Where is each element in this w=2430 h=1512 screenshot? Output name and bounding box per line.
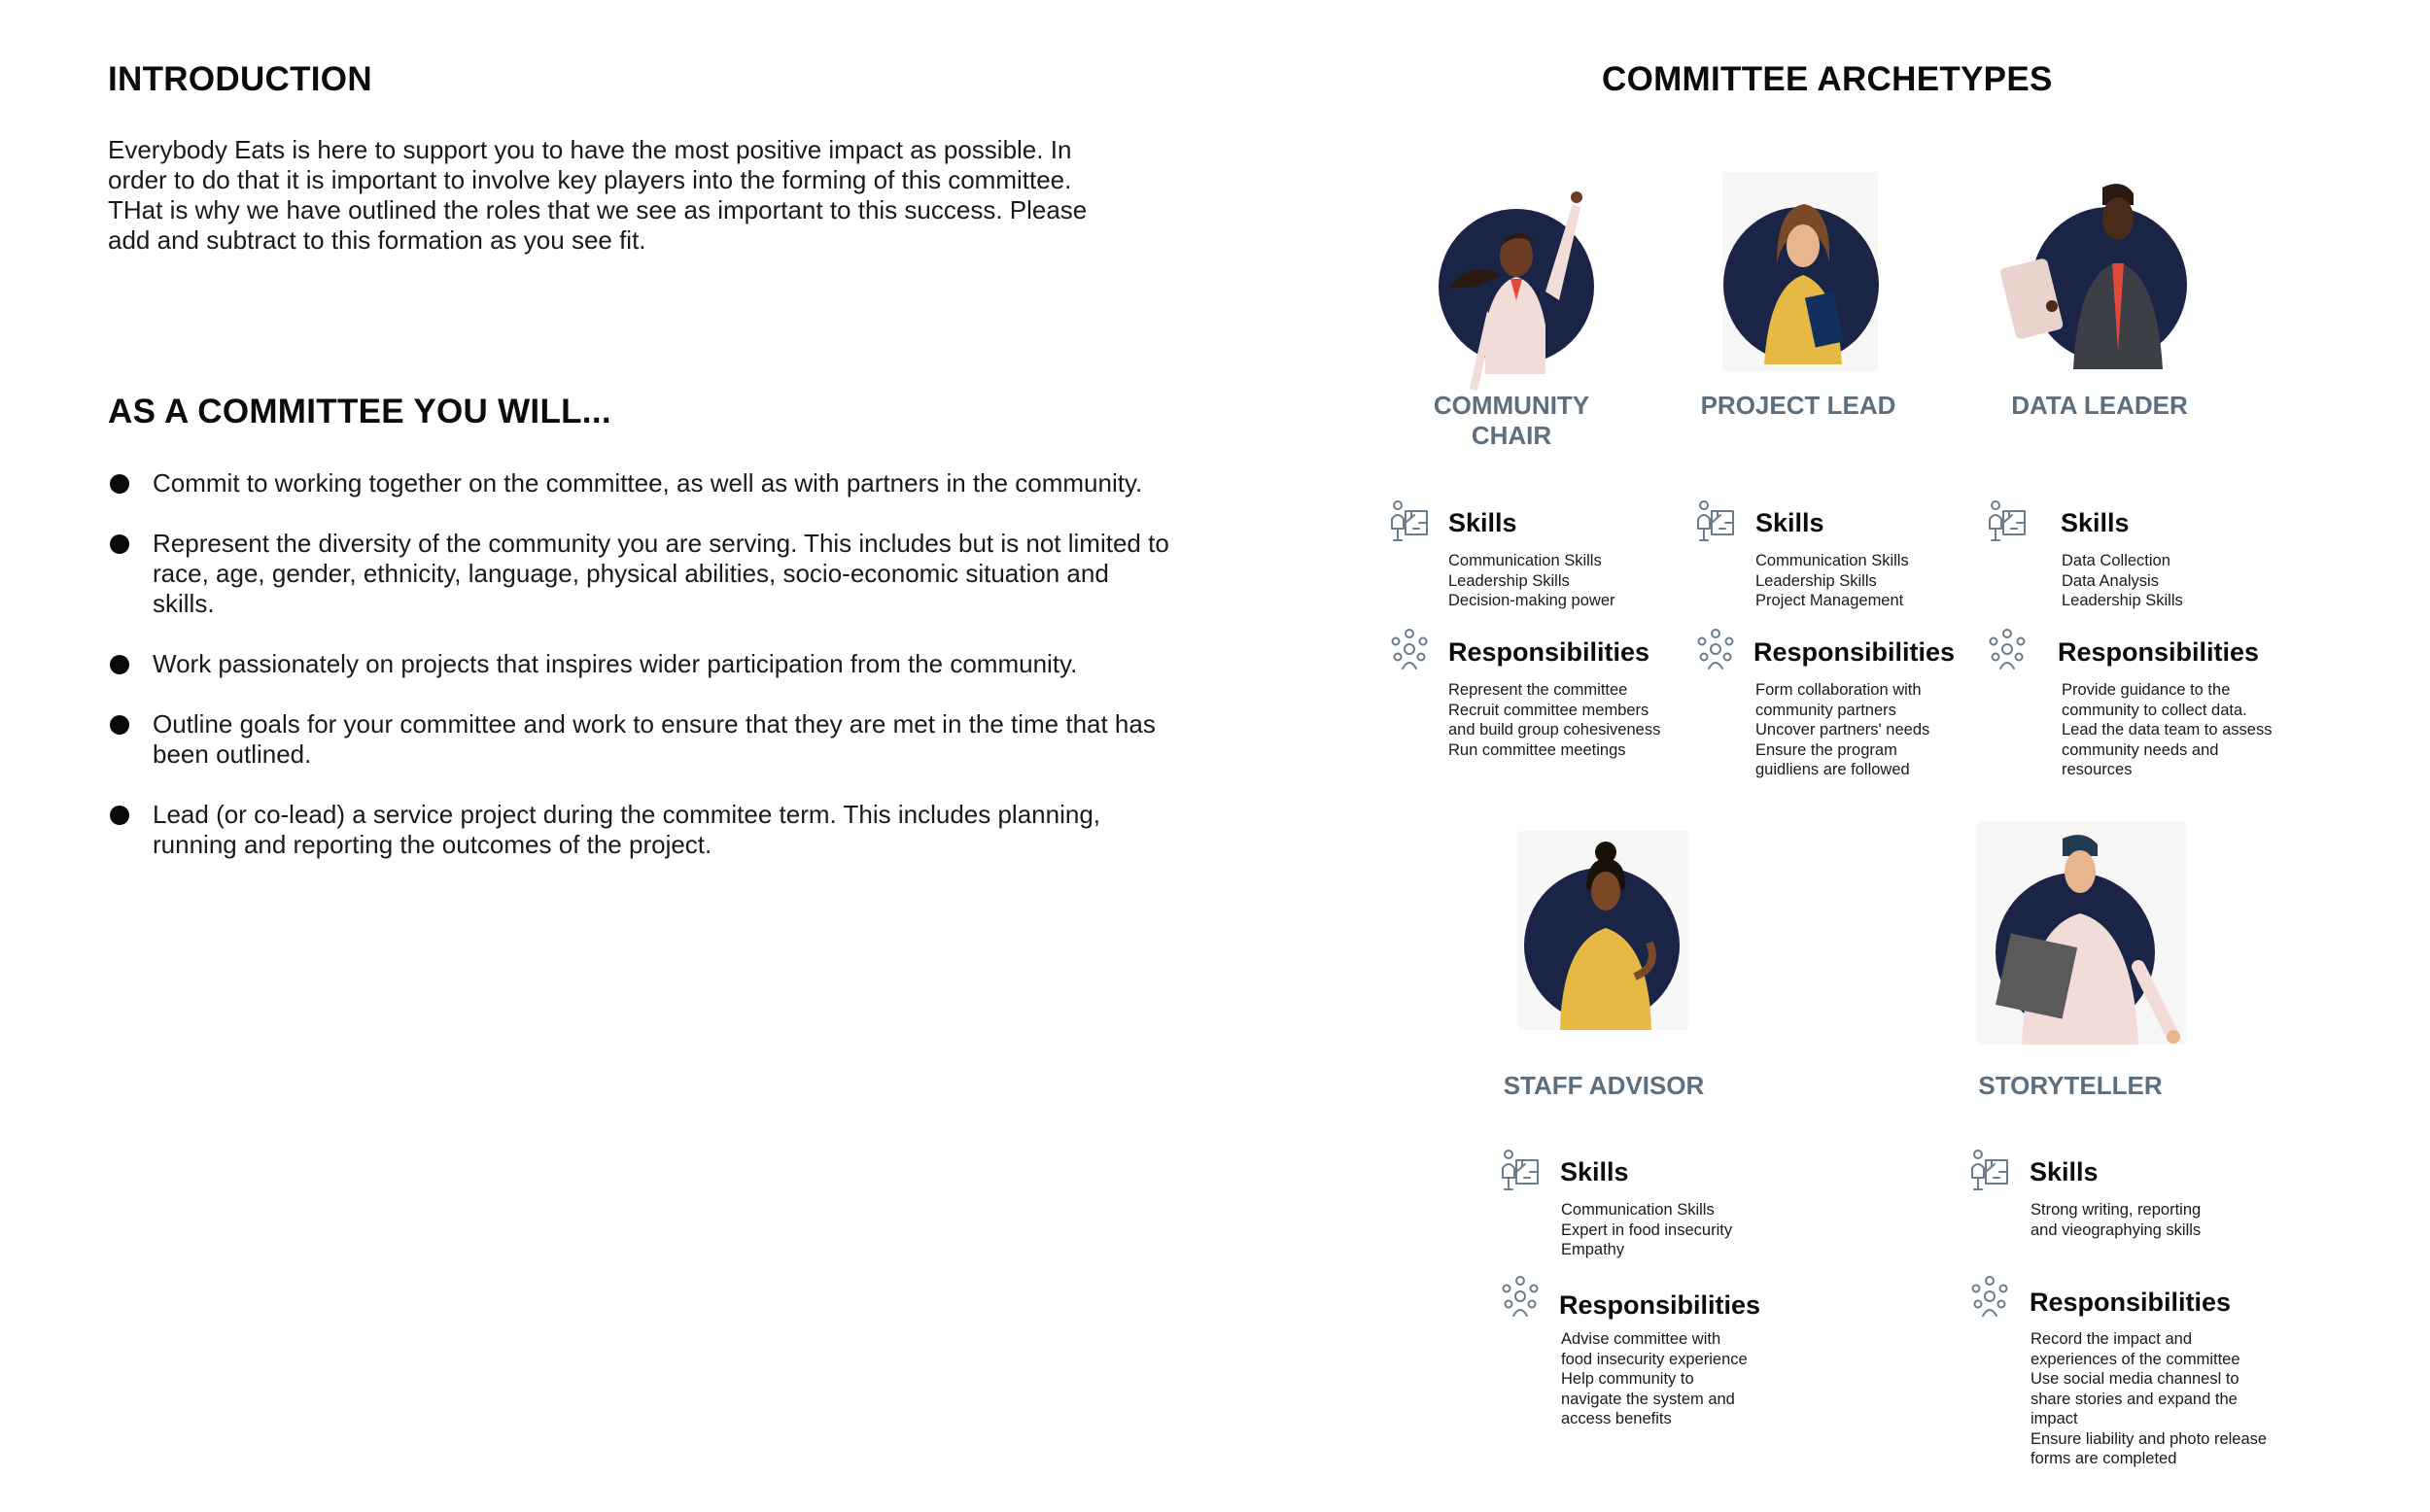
list-item bbox=[108, 709, 1173, 770]
committee-list bbox=[108, 468, 1173, 890]
responsibilities-text: Form collaboration with community partners Uncover partners' needs Ensure the program guidliens are followed bbox=[1755, 681, 1930, 778]
bullet-icon bbox=[110, 715, 129, 735]
intro-heading: INTRODUCTION bbox=[108, 60, 372, 98]
committee-heading: AS A COMMITTEE YOU WILL... bbox=[108, 393, 611, 430]
storyteller-illustration bbox=[1973, 821, 2236, 1054]
list-item-text: Outline goals for your committee and work to ensure that they are met in the time that has been outlined. bbox=[153, 709, 1156, 769]
bullet-icon bbox=[110, 534, 129, 554]
bullet-icon bbox=[110, 806, 129, 825]
responsibilities-label: Responsibilities bbox=[1753, 637, 1956, 667]
bullet-icon bbox=[110, 474, 129, 494]
responsibilities-icon bbox=[1968, 1275, 2011, 1320]
role-title: DATA LEADER bbox=[2011, 391, 2188, 420]
skills-label: Skills bbox=[1560, 1157, 1629, 1186]
skills-icon bbox=[1388, 499, 1431, 544]
skills-label: Skills bbox=[1448, 508, 1517, 537]
responsibilities-icon bbox=[1986, 628, 2029, 672]
list-item bbox=[108, 529, 1173, 619]
project-lead-illustration bbox=[1711, 170, 1886, 374]
community-chair-illustration bbox=[1409, 141, 1604, 398]
list-item bbox=[108, 800, 1173, 860]
skills-icon bbox=[1986, 499, 2029, 544]
responsibilities-icon bbox=[1499, 1275, 1542, 1320]
role-title: STAFF ADVISOR bbox=[1503, 1071, 1705, 1100]
skills-icon bbox=[1499, 1149, 1542, 1193]
skills-label: Skills bbox=[2061, 508, 2130, 537]
skills-text: Data Collection Data Analysis Leadership Skills bbox=[2062, 552, 2183, 609]
responsibilities-text: Advise committee with food insecurity experience Help community to navigate the system and access benefits bbox=[1561, 1330, 1748, 1427]
data-leader-illustration bbox=[1997, 160, 2192, 374]
responsibilities-label: Responsibilities bbox=[1559, 1290, 1761, 1320]
role-title: COMMUNITY CHAIR bbox=[1433, 391, 1590, 450]
list-item-text: Lead (or co-lead) a service project during the commitee term. This includes planning, running and reporting the outcomes of the project. bbox=[153, 800, 1100, 859]
staff-advisor-illustration bbox=[1516, 831, 1691, 1035]
skills-label: Skills bbox=[2030, 1157, 2099, 1186]
list-item bbox=[108, 468, 1173, 498]
list-item-text: Represent the diversity of the community you are serving. This includes but is not limited to race, age, gender, ethnicity, language, physical abilities, socio-economic situation and skills. bbox=[153, 529, 1169, 618]
responsibilities-text: Record the impact and experiences of the committee Use social media channesl to share stories and expand the impact Ensure liability and photo release forms are completed bbox=[2031, 1330, 2268, 1467]
responsibilities-icon bbox=[1388, 628, 1431, 672]
archetypes-heading: COMMITTEE ARCHETYPES bbox=[1602, 60, 2053, 98]
responsibilities-label: Responsibilities bbox=[1448, 637, 1650, 667]
responsibilities-label: Responsibilities bbox=[2058, 637, 2260, 667]
skills-label: Skills bbox=[1755, 508, 1824, 537]
list-item-text: Work passionately on projects that inspires wider participation from the community. bbox=[153, 649, 1078, 678]
responsibilities-icon bbox=[1694, 628, 1737, 672]
skills-icon bbox=[1694, 499, 1737, 544]
intro-paragraph: Everybody Eats is here to support you to have the most positive impact as possible. In order to do that it is important to involve key players into the forming of this committee. THat is why we have outlined the roles that we see as important to this success. Please add and subtract to this formation as you see fit. bbox=[108, 135, 1088, 255]
bullet-icon bbox=[110, 655, 129, 674]
responsibilities-text: Provide guidance to the community to collect data. Lead the data team to assess community needs and resources bbox=[2062, 681, 2273, 778]
responsibilities-text: Represent the committee Recruit committee members and build group cohesiveness Run committee meetings bbox=[1448, 681, 1661, 759]
skills-text: Communication Skills Leadership Skills Decision-making power bbox=[1448, 552, 1615, 609]
skills-text: Communication Skills Leadership Skills Project Management bbox=[1755, 552, 1909, 609]
list-item bbox=[108, 649, 1173, 679]
list-item-text: Commit to working together on the committee, as well as with partners in the community. bbox=[153, 468, 1143, 498]
skills-text: Communication Skills Expert in food insecurity Empathy bbox=[1561, 1201, 1733, 1258]
skills-icon bbox=[1968, 1149, 2011, 1193]
role-title: STORYTELLER bbox=[1978, 1071, 2163, 1100]
responsibilities-label: Responsibilities bbox=[2030, 1288, 2232, 1317]
skills-text: Strong writing, reporting and vieographying skills bbox=[2031, 1201, 2202, 1239]
role-title: PROJECT LEAD bbox=[1700, 391, 1896, 420]
